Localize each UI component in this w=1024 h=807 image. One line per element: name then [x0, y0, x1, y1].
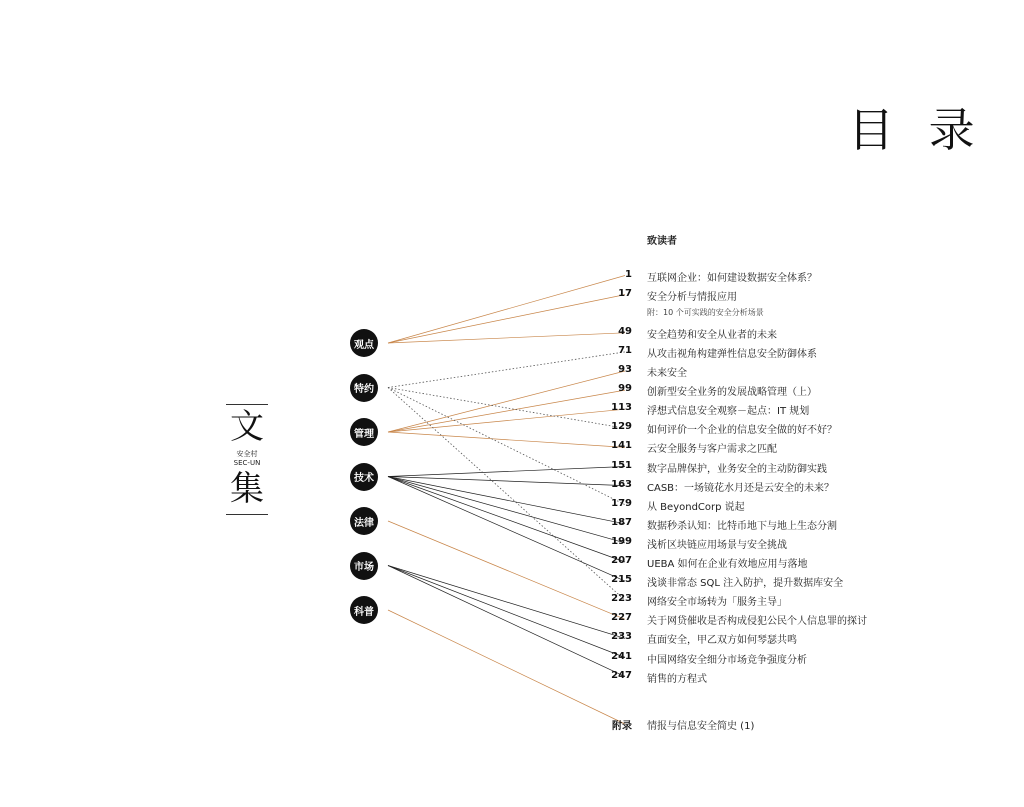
toc-entry-title[interactable]: 从攻击视角构建弹性信息安全防御体系	[647, 348, 817, 360]
toc-entry-title[interactable]: 互联网企业：如何建设数据安全体系？	[647, 272, 817, 284]
category-jishu[interactable]: 技术	[350, 463, 378, 491]
logo-brand-cn: 安全村	[236, 450, 258, 458]
toc-page-number: 1	[625, 268, 632, 280]
category-kepu[interactable]: 科普	[350, 596, 378, 624]
toc-entry-title[interactable]: 如何评价一个企业的信息安全做的好不好？	[647, 425, 837, 437]
toc-entry-title[interactable]: 未来安全	[647, 368, 687, 379]
toc-page-number: 233	[611, 631, 632, 643]
toc-page-number: 99	[618, 383, 632, 395]
toc-entry-title[interactable]: 直面安全，甲乙双方如何琴瑟共鸣	[647, 635, 797, 647]
logo-top-char: 文	[230, 407, 264, 447]
toc-page-number: 207	[611, 555, 632, 566]
toc-entry-title[interactable]: CASB：一场镜花水月还是云安全的未来？	[647, 482, 835, 494]
toc-entry-title[interactable]: 安全分析与情报应用	[647, 291, 737, 303]
toc-page-number: 93	[618, 364, 632, 375]
category-falv[interactable]: 法律	[350, 507, 378, 535]
toc-entry-title[interactable]: 情报与信息安全简史 (1)	[647, 721, 755, 732]
logo-bottom-char: 集	[230, 469, 264, 509]
toc-entry-title[interactable]: 数据秒杀认知：比特币地下与地上生态分割	[647, 520, 837, 532]
toc-entry-title[interactable]: 浅析区块链应用场景与安全挑战	[647, 539, 787, 551]
toc-entry-title[interactable]: 浮想式信息安全观察－起点：IT 规划	[647, 406, 810, 418]
toc-page-number: 223	[611, 593, 632, 605]
toc-entry-title[interactable]: 安全趋势和安全从业者的未来	[647, 329, 777, 341]
category-teyue[interactable]: 特约	[350, 374, 378, 402]
toc-page-number: 227	[611, 612, 632, 624]
category-guanli[interactable]: 管理	[350, 418, 378, 446]
toc-entry-title[interactable]: 销售的方程式	[647, 673, 707, 685]
toc-page-number: 49	[618, 325, 632, 337]
toc-page-number: 151	[611, 459, 632, 471]
link-line-teyue	[388, 388, 625, 601]
toc-page-number: 241	[611, 650, 632, 662]
toc-entry-title[interactable]: UEBA 如何在企业有效地应用与落地	[647, 559, 808, 570]
toc-page-number: 187	[611, 516, 632, 528]
category-guandian[interactable]: 观点	[350, 329, 378, 357]
toc-entry-title[interactable]: 创新型安全业务的发展战略管理（上）	[647, 387, 817, 399]
toc-entry-title[interactable]: 中国网络安全细分市场竞争强度分析	[647, 654, 807, 666]
preface-title[interactable]: 致读者	[647, 236, 677, 247]
page-title: 目 录	[848, 103, 985, 157]
toc-page-number: 129	[611, 421, 632, 433]
toc-page-number: 215	[611, 574, 632, 586]
toc-entry-title[interactable]: 浅谈非常态 SQL 注入防护，提升数据库安全	[647, 578, 844, 590]
toc-page-number: 113	[611, 402, 632, 414]
toc-page-number: 179	[611, 497, 632, 509]
logo-brand-en: SEC-UN	[233, 459, 261, 467]
toc-entry-title[interactable]: 附：10 个可实践的安全分析场景	[647, 307, 764, 317]
toc-page-number: 163	[611, 478, 632, 490]
toc-entry-title[interactable]: 从 BeyondCorp 说起	[647, 501, 745, 513]
toc-page-number: 71	[618, 344, 632, 356]
toc-entry-title[interactable]: 网络安全市场转为「服务主导」	[647, 597, 787, 609]
toc-entry-title[interactable]: 关于网贷催收是否构成侵犯公民个人信息罪的探讨	[647, 616, 867, 628]
toc-entry-title[interactable]: 云安全服务与客户需求之匹配	[647, 444, 777, 456]
category-shichang[interactable]: 市场	[350, 552, 378, 580]
toc-page-number: 17	[618, 287, 632, 299]
toc-page-number: 199	[611, 535, 632, 547]
toc-entry-title[interactable]: 数字品牌保护，业务安全的主动防御实践	[647, 463, 827, 475]
toc-page-number: 141	[611, 440, 632, 452]
toc-page-number: 247	[611, 669, 632, 681]
toc-page-number: 附录	[612, 721, 632, 732]
